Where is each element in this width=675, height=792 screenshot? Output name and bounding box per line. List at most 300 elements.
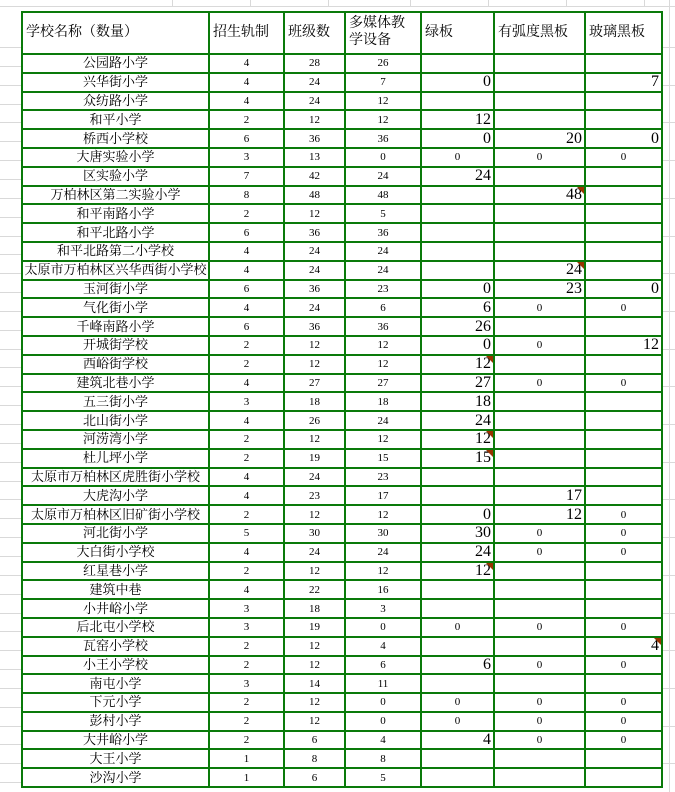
cell-curved[interactable] bbox=[494, 712, 585, 731]
cell-classes[interactable]: 24 bbox=[284, 242, 345, 261]
cell-green[interactable] bbox=[421, 580, 494, 599]
cell-classes[interactable]: 12 bbox=[284, 505, 345, 524]
cell-name[interactable]: 红星巷小学 bbox=[22, 562, 209, 581]
cell-value: 0 bbox=[536, 339, 543, 352]
cell-enroll[interactable]: 1 bbox=[209, 749, 284, 768]
cell-name[interactable]: 杜儿坪小学 bbox=[22, 449, 209, 468]
cell-multimedia[interactable]: 12 bbox=[345, 355, 421, 374]
cell-glass[interactable] bbox=[585, 411, 662, 430]
cell-green[interactable] bbox=[421, 204, 494, 223]
cell-multimedia[interactable]: 6 bbox=[345, 298, 421, 317]
cell-curved[interactable] bbox=[494, 411, 585, 430]
cell-glass[interactable] bbox=[585, 468, 662, 487]
cell-glass[interactable] bbox=[585, 637, 662, 656]
cell-glass[interactable] bbox=[585, 92, 662, 111]
cell-name[interactable]: 建筑中巷 bbox=[22, 580, 209, 599]
cell-multimedia[interactable]: 12 bbox=[345, 110, 421, 129]
cell-multimedia[interactable]: 4 bbox=[345, 731, 421, 750]
cell-enroll[interactable]: 2 bbox=[209, 449, 284, 468]
cell-enroll[interactable]: 6 bbox=[209, 129, 284, 148]
cell-glass[interactable] bbox=[585, 374, 662, 393]
cell-green[interactable] bbox=[421, 731, 494, 750]
cell-name[interactable]: 桥西小学校 bbox=[22, 129, 209, 148]
cell-classes[interactable]: 19 bbox=[284, 449, 345, 468]
cell-classes[interactable]: 24 bbox=[284, 543, 345, 562]
comment-indicator-icon bbox=[654, 638, 661, 645]
gridline bbox=[0, 85, 21, 86]
cell-curved[interactable] bbox=[494, 693, 585, 712]
column-header-green[interactable]: 绿板 bbox=[421, 12, 494, 54]
cell-classes[interactable]: 24 bbox=[284, 261, 345, 280]
cell-enroll[interactable]: 4 bbox=[209, 54, 284, 73]
cell-green[interactable] bbox=[421, 599, 494, 618]
cell-green[interactable] bbox=[421, 242, 494, 261]
cell-green[interactable] bbox=[421, 186, 494, 205]
cell-enroll[interactable]: 4 bbox=[209, 298, 284, 317]
cell-classes[interactable]: 12 bbox=[284, 562, 345, 581]
cell-glass[interactable] bbox=[585, 580, 662, 599]
comment-indicator-icon bbox=[486, 356, 493, 363]
cell-glass[interactable] bbox=[585, 73, 662, 92]
cell-multimedia[interactable]: 24 bbox=[345, 411, 421, 430]
cell-multimedia[interactable]: 24 bbox=[345, 242, 421, 261]
cell-glass[interactable] bbox=[585, 618, 662, 637]
column-header-classes[interactable]: 班级数 bbox=[284, 12, 345, 54]
cell-green[interactable] bbox=[421, 148, 494, 167]
cell-enroll[interactable]: 4 bbox=[209, 92, 284, 111]
cell-enroll[interactable]: 6 bbox=[209, 223, 284, 242]
cell-name[interactable]: 公园路小学 bbox=[22, 54, 209, 73]
cell-enroll[interactable]: 2 bbox=[209, 656, 284, 675]
cell-enroll[interactable]: 2 bbox=[209, 110, 284, 129]
cell-glass[interactable] bbox=[585, 129, 662, 148]
cell-glass[interactable] bbox=[585, 693, 662, 712]
cell-curved[interactable] bbox=[494, 73, 585, 92]
cell-enroll[interactable]: 3 bbox=[209, 392, 284, 411]
gridline bbox=[0, 273, 21, 274]
cell-glass[interactable] bbox=[585, 731, 662, 750]
cell-multimedia[interactable]: 30 bbox=[345, 524, 421, 543]
cell-name[interactable]: 下元小学 bbox=[22, 693, 209, 712]
cell-multimedia[interactable]: 15 bbox=[345, 449, 421, 468]
cell-enroll[interactable]: 2 bbox=[209, 355, 284, 374]
cell-classes[interactable]: 12 bbox=[284, 204, 345, 223]
cell-glass[interactable] bbox=[585, 261, 662, 280]
cell-green[interactable] bbox=[421, 693, 494, 712]
cell-classes[interactable]: 42 bbox=[284, 167, 345, 186]
cell-curved[interactable] bbox=[494, 129, 585, 148]
cell-classes[interactable]: 24 bbox=[284, 468, 345, 487]
cell-glass[interactable] bbox=[585, 486, 662, 505]
column-header-glass[interactable]: 玻璃黑板 bbox=[585, 12, 662, 54]
cell-green[interactable] bbox=[421, 261, 494, 280]
cell-name[interactable]: 小井峪小学 bbox=[22, 599, 209, 618]
cell-glass[interactable] bbox=[585, 204, 662, 223]
cell-name[interactable]: 开城街学校 bbox=[22, 336, 209, 355]
cell-multimedia[interactable]: 5 bbox=[345, 768, 421, 787]
cell-multimedia[interactable]: 12 bbox=[345, 562, 421, 581]
cell-enroll[interactable]: 2 bbox=[209, 712, 284, 731]
cell-name[interactable]: 众纺路小学 bbox=[22, 92, 209, 111]
cell-name[interactable]: 太原市万柏林区兴华西街小学校 bbox=[22, 261, 209, 280]
cell-green[interactable] bbox=[421, 562, 494, 581]
cell-green[interactable] bbox=[421, 92, 494, 111]
cell-multimedia[interactable]: 24 bbox=[345, 167, 421, 186]
cell-glass[interactable] bbox=[585, 355, 662, 374]
cell-classes[interactable]: 12 bbox=[284, 712, 345, 731]
cell-name[interactable]: 五三街小学 bbox=[22, 392, 209, 411]
cell-multimedia[interactable]: 11 bbox=[345, 674, 421, 693]
cell-name[interactable]: 大虎沟小学 bbox=[22, 486, 209, 505]
cell-glass[interactable] bbox=[585, 110, 662, 129]
cell-classes[interactable]: 24 bbox=[284, 92, 345, 111]
table-header bbox=[22, 12, 662, 54]
cell-glass[interactable] bbox=[585, 749, 662, 768]
cell-name[interactable]: 区实验小学 bbox=[22, 167, 209, 186]
cell-classes[interactable]: 48 bbox=[284, 186, 345, 205]
cell-curved[interactable] bbox=[494, 731, 585, 750]
cell-enroll[interactable]: 4 bbox=[209, 486, 284, 505]
cell-green[interactable] bbox=[421, 280, 494, 299]
cell-multimedia[interactable]: 12 bbox=[345, 92, 421, 111]
cell-multimedia[interactable]: 12 bbox=[345, 336, 421, 355]
cell-curved[interactable] bbox=[494, 524, 585, 543]
cell-name[interactable]: 大井峪小学 bbox=[22, 731, 209, 750]
cell-green[interactable] bbox=[421, 411, 494, 430]
cell-green[interactable] bbox=[421, 468, 494, 487]
cell-enroll[interactable]: 4 bbox=[209, 73, 284, 92]
cell-name[interactable]: 彭村小学 bbox=[22, 712, 209, 731]
cell-enroll[interactable]: 4 bbox=[209, 468, 284, 487]
cell-green[interactable] bbox=[421, 637, 494, 656]
cell-green[interactable] bbox=[421, 656, 494, 675]
cell-curved[interactable] bbox=[494, 562, 585, 581]
cell-value: 17 bbox=[566, 486, 582, 504]
cell-multimedia[interactable]: 36 bbox=[345, 129, 421, 148]
cell-curved[interactable] bbox=[494, 92, 585, 111]
cell-glass[interactable] bbox=[585, 562, 662, 581]
cell-enroll[interactable]: 3 bbox=[209, 618, 284, 637]
cell-green[interactable] bbox=[421, 317, 494, 336]
cell-enroll[interactable]: 3 bbox=[209, 674, 284, 693]
cell-glass[interactable] bbox=[585, 712, 662, 731]
cell-green[interactable] bbox=[421, 374, 494, 393]
cell-multimedia[interactable]: 4 bbox=[345, 637, 421, 656]
cell-glass[interactable] bbox=[585, 543, 662, 562]
cell-green[interactable] bbox=[421, 223, 494, 242]
cell-glass[interactable] bbox=[585, 336, 662, 355]
cell-name[interactable]: 和平北路第二小学校 bbox=[22, 242, 209, 261]
cell-enroll[interactable]: 3 bbox=[209, 599, 284, 618]
cell-name[interactable]: 万柏林区第二实验小学 bbox=[22, 186, 209, 205]
cell-name[interactable]: 建筑北巷小学 bbox=[22, 374, 209, 393]
column-header-curved[interactable]: 有弧度黑板 bbox=[494, 12, 585, 54]
cell-multimedia[interactable]: 27 bbox=[345, 374, 421, 393]
cell-green[interactable] bbox=[421, 167, 494, 186]
cell-name[interactable]: 和平北路小学 bbox=[22, 223, 209, 242]
cell-multimedia[interactable]: 18 bbox=[345, 392, 421, 411]
cell-enroll[interactable]: 4 bbox=[209, 242, 284, 261]
cell-curved[interactable] bbox=[494, 336, 585, 355]
cell-green[interactable] bbox=[421, 336, 494, 355]
cell-multimedia[interactable]: 23 bbox=[345, 280, 421, 299]
cell-glass[interactable] bbox=[585, 148, 662, 167]
cell-enroll[interactable]: 6 bbox=[209, 317, 284, 336]
cell-enroll[interactable]: 2 bbox=[209, 731, 284, 750]
cell-multimedia[interactable]: 0 bbox=[345, 618, 421, 637]
cell-enroll[interactable]: 1 bbox=[209, 768, 284, 787]
cell-curved[interactable] bbox=[494, 768, 585, 787]
cell-curved[interactable] bbox=[494, 298, 585, 317]
cell-green[interactable] bbox=[421, 505, 494, 524]
cell-curved[interactable] bbox=[494, 505, 585, 524]
cell-multimedia[interactable]: 48 bbox=[345, 186, 421, 205]
gridline bbox=[410, 0, 411, 7]
cell-curved[interactable] bbox=[494, 449, 585, 468]
cell-classes[interactable]: 36 bbox=[284, 223, 345, 242]
cell-multimedia[interactable]: 23 bbox=[345, 468, 421, 487]
cell-enroll[interactable]: 6 bbox=[209, 280, 284, 299]
cell-name[interactable]: 大白街小学校 bbox=[22, 543, 209, 562]
cell-multimedia[interactable]: 8 bbox=[345, 749, 421, 768]
cell-curved[interactable] bbox=[494, 637, 585, 656]
cell-name[interactable]: 大王小学 bbox=[22, 749, 209, 768]
cell-green[interactable] bbox=[421, 749, 494, 768]
cell-green[interactable] bbox=[421, 768, 494, 787]
cell-curved[interactable] bbox=[494, 355, 585, 374]
gridline bbox=[662, 650, 675, 651]
cell-name[interactable]: 太原市万柏林区虎胜街小学校 bbox=[22, 468, 209, 487]
cell-enroll[interactable]: 2 bbox=[209, 637, 284, 656]
table-row bbox=[22, 167, 662, 186]
cell-green[interactable] bbox=[421, 73, 494, 92]
cell-multimedia[interactable]: 12 bbox=[345, 430, 421, 449]
gridline bbox=[669, 0, 670, 792]
cell-curved[interactable] bbox=[494, 543, 585, 562]
cell-green[interactable] bbox=[421, 110, 494, 129]
cell-enroll[interactable]: 7 bbox=[209, 167, 284, 186]
cell-enroll[interactable]: 2 bbox=[209, 336, 284, 355]
cell-enroll[interactable]: 4 bbox=[209, 374, 284, 393]
cell-green[interactable] bbox=[421, 674, 494, 693]
cell-curved[interactable] bbox=[494, 674, 585, 693]
cell-glass[interactable] bbox=[585, 524, 662, 543]
cell-curved[interactable] bbox=[494, 280, 585, 299]
cell-enroll[interactable]: 3 bbox=[209, 148, 284, 167]
cell-glass[interactable] bbox=[585, 167, 662, 186]
column-header-name[interactable]: 学校名称（数量） bbox=[22, 12, 209, 54]
cell-green[interactable] bbox=[421, 543, 494, 562]
cell-enroll[interactable]: 4 bbox=[209, 261, 284, 280]
cell-glass[interactable] bbox=[585, 242, 662, 261]
cell-glass[interactable] bbox=[585, 505, 662, 524]
cell-green[interactable] bbox=[421, 486, 494, 505]
cell-name[interactable]: 和平小学 bbox=[22, 110, 209, 129]
cell-classes[interactable]: 12 bbox=[284, 110, 345, 129]
cell-classes[interactable]: 6 bbox=[284, 768, 345, 787]
column-header-enroll[interactable]: 招生轨制 bbox=[209, 12, 284, 54]
cell-multimedia[interactable]: 26 bbox=[345, 54, 421, 73]
cell-curved[interactable] bbox=[494, 186, 585, 205]
cell-enroll[interactable]: 5 bbox=[209, 524, 284, 543]
cell-enroll[interactable]: 2 bbox=[209, 204, 284, 223]
cell-classes[interactable]: 22 bbox=[284, 580, 345, 599]
cell-enroll[interactable]: 2 bbox=[209, 505, 284, 524]
cell-classes[interactable]: 18 bbox=[284, 599, 345, 618]
cell-green[interactable] bbox=[421, 298, 494, 317]
cell-enroll[interactable]: 4 bbox=[209, 580, 284, 599]
cell-glass[interactable] bbox=[585, 449, 662, 468]
cell-classes[interactable]: 24 bbox=[284, 73, 345, 92]
cell-glass[interactable] bbox=[585, 280, 662, 299]
cell-value: 12 bbox=[475, 561, 491, 579]
cell-name[interactable]: 河北街小学 bbox=[22, 524, 209, 543]
cell-classes[interactable]: 6 bbox=[284, 731, 345, 750]
cell-curved[interactable] bbox=[494, 430, 585, 449]
cell-multimedia[interactable]: 3 bbox=[345, 599, 421, 618]
cell-name[interactable]: 大唐实验小学 bbox=[22, 148, 209, 167]
cell-glass[interactable] bbox=[585, 186, 662, 205]
cell-classes[interactable]: 19 bbox=[284, 618, 345, 637]
cell-multimedia[interactable]: 0 bbox=[345, 712, 421, 731]
cell-curved[interactable] bbox=[494, 148, 585, 167]
cell-classes[interactable]: 12 bbox=[284, 637, 345, 656]
cell-name[interactable]: 太原市万柏林区旧矿街小学校 bbox=[22, 505, 209, 524]
cell-classes[interactable]: 24 bbox=[284, 298, 345, 317]
cell-classes[interactable]: 12 bbox=[284, 656, 345, 675]
cell-glass[interactable] bbox=[585, 392, 662, 411]
cell-classes[interactable]: 8 bbox=[284, 749, 345, 768]
cell-curved[interactable] bbox=[494, 656, 585, 675]
column-header-multimedia[interactable]: 多媒体教学设备 bbox=[345, 12, 421, 54]
cell-name[interactable]: 千峰南路小学 bbox=[22, 317, 209, 336]
cell-curved[interactable] bbox=[494, 374, 585, 393]
cell-classes[interactable]: 36 bbox=[284, 129, 345, 148]
cell-name[interactable]: 瓦窑小学校 bbox=[22, 637, 209, 656]
cell-multimedia[interactable]: 6 bbox=[345, 656, 421, 675]
cell-curved[interactable] bbox=[494, 486, 585, 505]
cell-green[interactable] bbox=[421, 712, 494, 731]
cell-curved[interactable] bbox=[494, 242, 585, 261]
cell-multimedia[interactable]: 7 bbox=[345, 73, 421, 92]
cell-value: 24 bbox=[566, 261, 582, 279]
cell-classes[interactable]: 12 bbox=[284, 355, 345, 374]
cell-classes[interactable]: 13 bbox=[284, 148, 345, 167]
cell-classes[interactable]: 30 bbox=[284, 524, 345, 543]
cell-multimedia[interactable]: 36 bbox=[345, 317, 421, 336]
cell-value: 0 bbox=[536, 658, 543, 671]
cell-curved[interactable] bbox=[494, 110, 585, 129]
cell-green[interactable] bbox=[421, 618, 494, 637]
cell-classes[interactable]: 36 bbox=[284, 280, 345, 299]
cell-green[interactable] bbox=[421, 392, 494, 411]
cell-name[interactable]: 和平南路小学 bbox=[22, 204, 209, 223]
cell-curved[interactable] bbox=[494, 54, 585, 73]
cell-multimedia[interactable]: 17 bbox=[345, 486, 421, 505]
cell-glass[interactable] bbox=[585, 317, 662, 336]
cell-name[interactable]: 河涝湾小学 bbox=[22, 430, 209, 449]
cell-curved[interactable] bbox=[494, 749, 585, 768]
cell-curved[interactable] bbox=[494, 204, 585, 223]
cell-classes[interactable]: 12 bbox=[284, 336, 345, 355]
cell-glass[interactable] bbox=[585, 223, 662, 242]
cell-curved[interactable] bbox=[494, 618, 585, 637]
cell-curved[interactable] bbox=[494, 468, 585, 487]
cell-multimedia[interactable]: 12 bbox=[345, 505, 421, 524]
cell-enroll[interactable]: 4 bbox=[209, 411, 284, 430]
cell-classes[interactable]: 18 bbox=[284, 392, 345, 411]
cell-curved[interactable] bbox=[494, 261, 585, 280]
cell-classes[interactable]: 23 bbox=[284, 486, 345, 505]
cell-name[interactable]: 西峪街学校 bbox=[22, 355, 209, 374]
cell-curved[interactable] bbox=[494, 223, 585, 242]
cell-green[interactable] bbox=[421, 430, 494, 449]
cell-name[interactable]: 沙沟小学 bbox=[22, 768, 209, 787]
cell-multimedia[interactable]: 0 bbox=[345, 148, 421, 167]
cell-curved[interactable] bbox=[494, 599, 585, 618]
table-row bbox=[22, 580, 662, 599]
cell-classes[interactable]: 12 bbox=[284, 693, 345, 712]
cell-green[interactable] bbox=[421, 355, 494, 374]
table-row bbox=[22, 430, 662, 449]
cell-enroll[interactable]: 8 bbox=[209, 186, 284, 205]
cell-enroll[interactable]: 4 bbox=[209, 543, 284, 562]
cell-name[interactable]: 北山街小学 bbox=[22, 411, 209, 430]
cell-glass[interactable] bbox=[585, 674, 662, 693]
cell-multimedia[interactable]: 36 bbox=[345, 223, 421, 242]
cell-classes[interactable]: 26 bbox=[284, 411, 345, 430]
cell-enroll[interactable]: 2 bbox=[209, 430, 284, 449]
cell-glass[interactable] bbox=[585, 430, 662, 449]
cell-name[interactable]: 后北屯小学校 bbox=[22, 618, 209, 637]
cell-classes[interactable]: 27 bbox=[284, 374, 345, 393]
cell-classes[interactable]: 12 bbox=[284, 430, 345, 449]
cell-green[interactable] bbox=[421, 524, 494, 543]
cell-enroll[interactable]: 2 bbox=[209, 562, 284, 581]
cell-name[interactable]: 南屯小学 bbox=[22, 674, 209, 693]
cell-multimedia[interactable]: 5 bbox=[345, 204, 421, 223]
cell-classes[interactable]: 14 bbox=[284, 674, 345, 693]
cell-name[interactable]: 兴华街小学 bbox=[22, 73, 209, 92]
cell-value: 0 bbox=[651, 279, 659, 297]
cell-glass[interactable] bbox=[585, 54, 662, 73]
cell-curved[interactable] bbox=[494, 167, 585, 186]
cell-green[interactable] bbox=[421, 129, 494, 148]
cell-classes[interactable]: 28 bbox=[284, 54, 345, 73]
cell-multimedia[interactable]: 0 bbox=[345, 693, 421, 712]
cell-green[interactable] bbox=[421, 54, 494, 73]
cell-name[interactable]: 气化街小学 bbox=[22, 298, 209, 317]
cell-name[interactable]: 小王小学校 bbox=[22, 656, 209, 675]
cell-glass[interactable] bbox=[585, 656, 662, 675]
cell-multimedia[interactable]: 24 bbox=[345, 543, 421, 562]
cell-multimedia[interactable]: 24 bbox=[345, 261, 421, 280]
cell-curved[interactable] bbox=[494, 392, 585, 411]
gridline bbox=[0, 330, 21, 331]
cell-glass[interactable] bbox=[585, 768, 662, 787]
cell-enroll[interactable]: 2 bbox=[209, 693, 284, 712]
cell-value: 0 bbox=[620, 658, 627, 671]
cell-classes[interactable]: 36 bbox=[284, 317, 345, 336]
cell-glass[interactable] bbox=[585, 298, 662, 317]
cell-curved[interactable] bbox=[494, 317, 585, 336]
cell-glass[interactable] bbox=[585, 599, 662, 618]
cell-curved[interactable] bbox=[494, 580, 585, 599]
gridline bbox=[172, 0, 173, 7]
cell-name[interactable]: 玉河街小学 bbox=[22, 280, 209, 299]
cell-multimedia[interactable]: 16 bbox=[345, 580, 421, 599]
cell-green[interactable] bbox=[421, 449, 494, 468]
